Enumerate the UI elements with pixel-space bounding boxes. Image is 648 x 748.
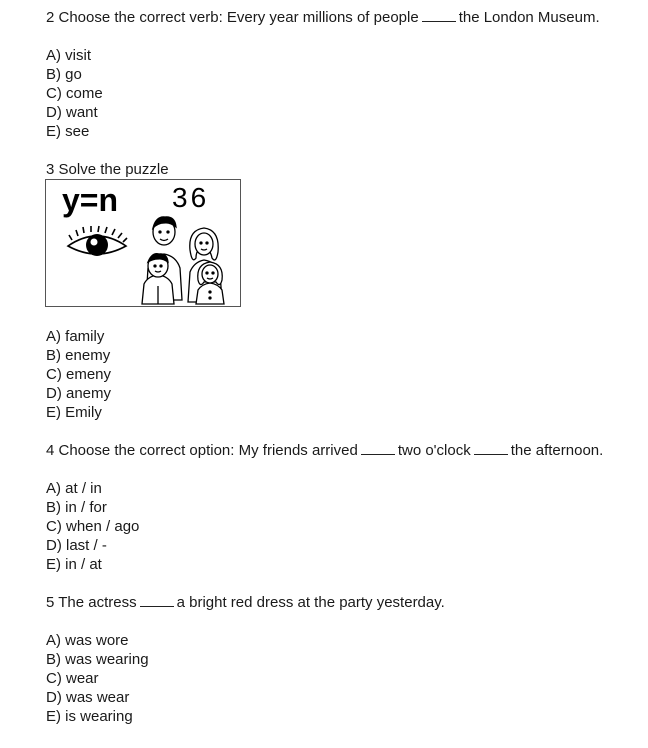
question-3-options <box>46 327 111 422</box>
answer-blank <box>140 594 174 607</box>
puzzle-image <box>45 179 241 307</box>
option-b[interactable]: B) was wearing <box>46 651 149 668</box>
question-3-stem: 3 Solve the puzzle <box>46 161 169 178</box>
eye-icon <box>64 224 130 264</box>
option-c[interactable]: C) come <box>46 85 103 102</box>
option-d[interactable]: D) was wear <box>46 689 130 706</box>
option-c[interactable]: C) when / ago <box>46 518 140 535</box>
option-a[interactable]: A) at / in <box>46 480 102 497</box>
option-d[interactable]: D) last / - <box>46 537 107 554</box>
option-c[interactable]: C) emeny <box>46 366 112 383</box>
option-d[interactable]: D) want <box>46 104 98 121</box>
option-a[interactable]: A) family <box>46 328 105 345</box>
family-icon <box>140 210 234 306</box>
option-e[interactable]: E) in / at <box>46 556 102 573</box>
option-b[interactable]: B) enemy <box>46 347 111 364</box>
question-2 <box>46 8 600 141</box>
question-5 <box>46 593 445 726</box>
option-c[interactable]: C) wear <box>46 670 99 687</box>
answer-blank <box>361 442 395 455</box>
option-b[interactable]: B) in / for <box>46 499 107 516</box>
option-d[interactable]: D) anemy <box>46 385 112 402</box>
option-b[interactable]: B) go <box>46 66 82 83</box>
question-3 <box>46 160 169 179</box>
answer-blank <box>474 442 508 455</box>
question-4 <box>46 441 603 574</box>
puzzle-number: 36 <box>172 182 210 213</box>
puzzle-equation: y=n <box>62 182 119 218</box>
option-a[interactable]: A) visit <box>46 47 91 64</box>
question-5-stem: 5 The actress a bright red dress at the party yesterday. <box>46 594 445 611</box>
question-2-stem: 2 Choose the correct verb: Every year millions of people the London Museum. <box>46 9 600 26</box>
option-e[interactable]: E) Emily <box>46 404 102 421</box>
option-e[interactable]: E) see <box>46 123 90 140</box>
answer-blank <box>422 9 456 22</box>
option-e[interactable]: E) is wearing <box>46 708 133 725</box>
question-4-stem: 4 Choose the correct option: My friends arrived two o'clock the afternoon. <box>46 442 604 459</box>
option-a[interactable]: A) was wore <box>46 632 129 649</box>
